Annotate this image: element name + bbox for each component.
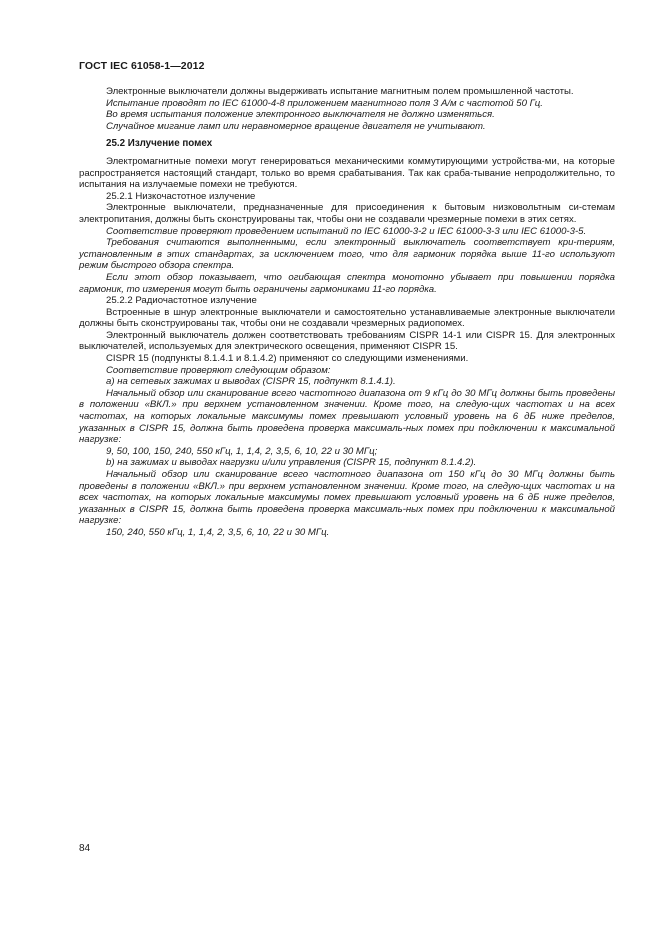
frequency-list: 150, 240, 550 кГц, 1, 1,4, 2, 3,5, 6, 10, 22 и 30 МГц. — [106, 526, 330, 538]
paragraph: Начальный обзор или сканирование всего частотного диапазона от 150 кГц до 30 МГц должны быть проведены в положении «ВКЛ.» при верхнем установленном значении. Кроме того, на следую-щих частотах и на всех частотах, на которых локальные максимумы помех превышают условный уровень на 6 дБ ниже пределов, указанных в CISPR 15, должна быть проведена проверка максималь-ных помех при подключении к максимальной нагрузке: — [79, 469, 615, 527]
paragraph: Начальный обзор или сканирование всего частотного диапазона от 9 кГц до 30 МГц должны быть проведены в положении «ВКЛ.» при верхнем установленном значении. Кроме того, на следую-щих частотах и на всех частотах, на которых локальные максимумы помех превышают условный уровень на 6 дБ ниже пределов, указанных в CISPR 15, должна быть проведена проверка максималь-ных помех при подключении к максимальной нагрузке: — [79, 387, 615, 446]
list-item: b) на зажимах и выводах нагрузки и/или управления (CISPR 15, подпункт 8.1.4.2). — [106, 457, 477, 469]
frequency-list: 9, 50, 100, 150, 240, 550 кГц, 1, 1,4, 2, 3,5, 6, 10, 22 и 30 МГц; — [106, 445, 378, 457]
paragraph: Случайное мигание ламп или неравномерное вращение двигателя не учитывают. — [106, 120, 486, 132]
paragraph: Электронный выключатель должен соответствовать требованиям CISPR 14-1 или CISPR 15. Для электронных выключателей, используемых для электрического освещения, применяют CISPR 15. — [79, 329, 615, 353]
paragraph: Если этот обзор показывает, что огибающая спектра монотонно убывает при повышении порядка гармоник, то измерения могут быть ограничены гармониками 11-го порядка. — [79, 271, 615, 295]
subsection-title: 25.2.1 Низкочастотное излучение — [106, 190, 256, 202]
document-header: ГОСТ IEC 61058-1—2012 — [79, 60, 205, 72]
paragraph: Во время испытания положение электронного выключателя не должно изменяться. — [106, 109, 495, 121]
paragraph: Требования считаются выполненными, если электронный выключатель соответствует кри-териям, установленным в этих стандартах, за исключением того, что для гармоник порядка выше 11-го используют режим быстрого обзора спектра. — [79, 237, 615, 272]
list-item: а) на сетевых зажимах и выводах (CISPR 15, подпункт 8.1.4.1). — [106, 376, 396, 388]
document-body — [79, 86, 615, 539]
page-number: 84 — [79, 843, 91, 854]
paragraph: Соответствие проверяют проведением испытаний по IEC 61000-3-2 и IEC 61000-3-3 или IEC 61000-3-5. — [106, 225, 587, 237]
paragraph: CISPR 15 (подпункты 8.1.4.1 и 8.1.4.2) применяют со следующими изменениями. — [106, 353, 469, 365]
paragraph: Электронные выключатели, предназначенные для присоединения к бытовым низковольтным си-стемам электропитания, должны быть сконструированы так, чтобы они не создавали чрезмерные помехи в этих сетях. — [79, 202, 615, 225]
section-heading: 25.2 Излучение помех — [106, 138, 213, 150]
paragraph: Электронные выключатели должны выдерживать испытание магнитным полем промышленной частоты. — [106, 86, 574, 97]
paragraph: Встроенные в шнур электронные выключатели и самостоятельно устанавливаемые электронные выключатели должны быть сконструированы так, чтобы они не создавали чрезмерных радиопомех. — [79, 306, 615, 330]
paragraph: Испытание проводят по IEC 61000-4-8 приложением магнитного поля 3 А/м с частотой 50 Гц. — [106, 97, 543, 109]
paragraph: Электромагнитные помехи могут генерироваться механическими коммутирующими устройства-ми, на которые распространяется настоящий стандарт, только во время срабатывания. Так как сраба-тывание непродолжительно, то испытания на излучаемые помехи не требуются. — [79, 155, 615, 191]
subsection-title: 25.2.2 Радиочастотное излучение — [106, 295, 257, 307]
paragraph: Соответствие проверяют следующим образом: — [106, 364, 331, 376]
